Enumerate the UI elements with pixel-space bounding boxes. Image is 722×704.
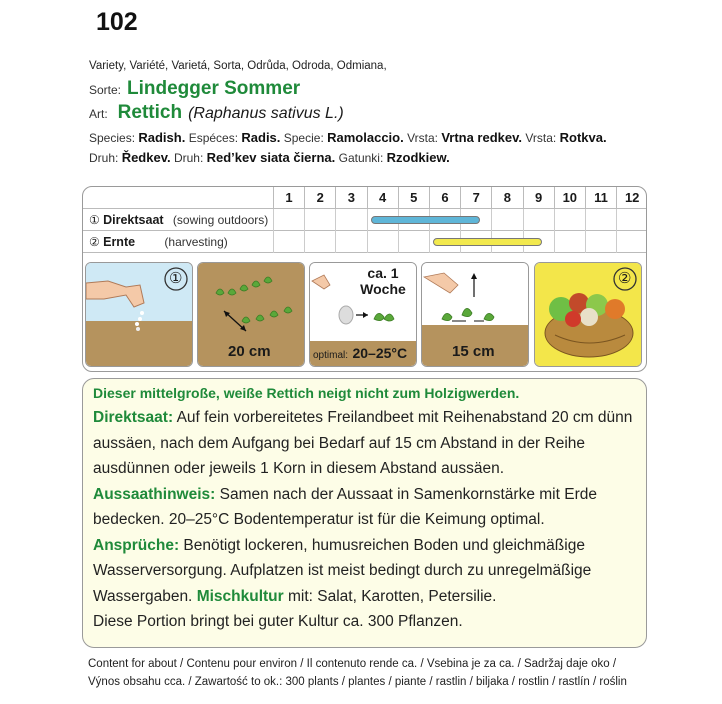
species-label: Species: [89,131,136,145]
panel2-label: 20 cm [228,343,271,360]
species-value: Rzodkiew. [386,150,450,165]
month-label: 10 [554,187,585,209]
variety-name: Lindegger Sommer [127,78,301,99]
content-line-1: Content for about / Contenu pour environ / Il contenuto rende ca. / Vsebina je za ca. / Sadržaj daje oko / [88,658,617,670]
text-mischkultur: mit: Salat, Karotten, Petersilie. [283,587,497,605]
month-label: 4 [367,187,398,209]
month-label: 7 [460,187,491,209]
panel-row-spacing [197,262,305,367]
panel1-marker: ① [169,270,183,287]
text-direktsaat: Auf fein vorbereitetes Freilandbeet mit Reihenabstand 20 cm dünn aussäen, nach dem Aufgang bei Bedarf auf 15 cm Abstand in der Reihe ausdünnen oder jeweils 1 Korn in diesem Abstand aussäen. [93,409,633,477]
species-value: Ředkev. [121,150,171,165]
month-label: 1 [273,187,304,209]
text-ansprueche: Benötigt lockeren, humusreichen Boden und gleichmäßige Wasserversorgung. Aufplatzen ist meist bedingt durch zu unregelmäßige Wassergaben. [93,536,592,605]
text-aussaathinweis: Samen nach der Aussaat in Samenkornstärke mit Erde bedecken. 20–25°C Bodentemperatur ist für die Keimung optimal. [93,485,597,528]
paragraph-ansprueche [93,533,636,610]
sowing-period-bar [371,216,480,224]
harvest-period-bar [433,238,542,246]
month-grid-column [273,209,304,253]
panel-thinning [421,262,529,367]
row-label-harvest [89,235,228,249]
kw-mischkultur: Mischkultur [196,587,284,605]
panel3-duration-line1: ca. 1 [367,265,399,281]
packet-number: 102 [96,8,138,36]
species-value: Radish. [138,130,186,145]
month-label: 8 [491,187,522,209]
panel3-temperature: 20–25°C [352,345,408,361]
species-translations-line-1 [89,130,607,145]
species-label: Gatunki: [338,151,384,165]
species-label: Espéces: [188,131,239,145]
panel3-duration-line2: Woche [360,281,406,297]
paragraph-portion: Diese Portion bringt bei guter Kultur ca. 300 Pflanzen. [93,613,463,630]
panel3-duration [350,265,416,297]
row-label-sowing [89,213,268,227]
panel-germination [309,262,417,367]
sowing-marker: ① [89,213,100,227]
species-name: Rettich [117,102,183,123]
month-grid-column [304,209,335,253]
panel-harvest [534,262,642,367]
month-header-row [83,187,646,209]
description-box [82,378,647,648]
art-label: Art: [89,107,108,121]
species-label: Specie: [283,131,324,145]
harvest-sub: (harvesting) [164,235,228,249]
description-headline: Dieser mittelgroße, weiße Rettich neigt nicht zum Holzigwerden. [93,385,520,401]
species-value: Ramolaccio. [327,130,404,145]
species-value: Red’kev siata čierna. [206,150,336,165]
paragraph-aussaathinweis [93,482,636,533]
paragraph-direktsaat [93,405,636,482]
species-label: Druh: [89,151,119,165]
species-value: Vrtna redkev. [441,130,523,145]
harvest-name: Ernte [103,235,136,249]
month-label: 5 [398,187,429,209]
month-label: 11 [585,187,616,209]
species-label: Vrsta: [525,131,557,145]
content-line-2: Výnos obsahu cca. / Zawartość to ok.: 300 plants / plantes / piante / rastlin / biljaka / rostlin / rastlín / roślin [88,676,627,688]
species-label: Vrsta: [407,131,438,145]
variety-languages-line: Variety, Variété, Varietá, Sorta, Odrůda, Odroda, Odmiana, [89,60,387,72]
month-grid-column [554,209,585,253]
panel4-label: 15 cm [452,343,495,360]
species-name-line [89,102,344,124]
panel-sowing-seeds [85,262,193,367]
month-label: 9 [523,187,554,209]
month-grid-column [491,209,522,253]
month-label: 6 [429,187,460,209]
month-grid-column [523,209,554,253]
sorte-label: Sorte: [89,83,122,97]
growing-calendar [82,186,647,372]
species-value: Rotkva. [559,130,607,145]
kw-ansprueche: Ansprüche: [93,536,180,554]
kw-aussaathinweis: Aussaathinweis: [93,485,216,503]
panel3-temp [313,345,407,363]
month-label: 12 [616,187,647,209]
kw-direktsaat: Direktsaat: [93,409,174,426]
panel3-optimal-label: optimal: [313,350,349,361]
sowing-name: Direktsaat [103,213,164,227]
sowing-sub: (sowing outdoors) [172,213,269,227]
latin-name: (Raphanus sativus L.) [188,105,344,122]
species-translations-line-2 [89,150,450,165]
harvest-marker: ② [89,235,100,249]
month-grid-column [335,209,366,253]
month-grid-column [616,209,647,253]
month-grid-column [585,209,616,253]
variety-name-line [89,78,300,100]
month-label: 2 [304,187,335,209]
species-label: Druh: [173,151,204,165]
panel5-marker: ② [618,270,632,287]
species-value: Radis. [241,130,281,145]
month-label: 3 [335,187,366,209]
